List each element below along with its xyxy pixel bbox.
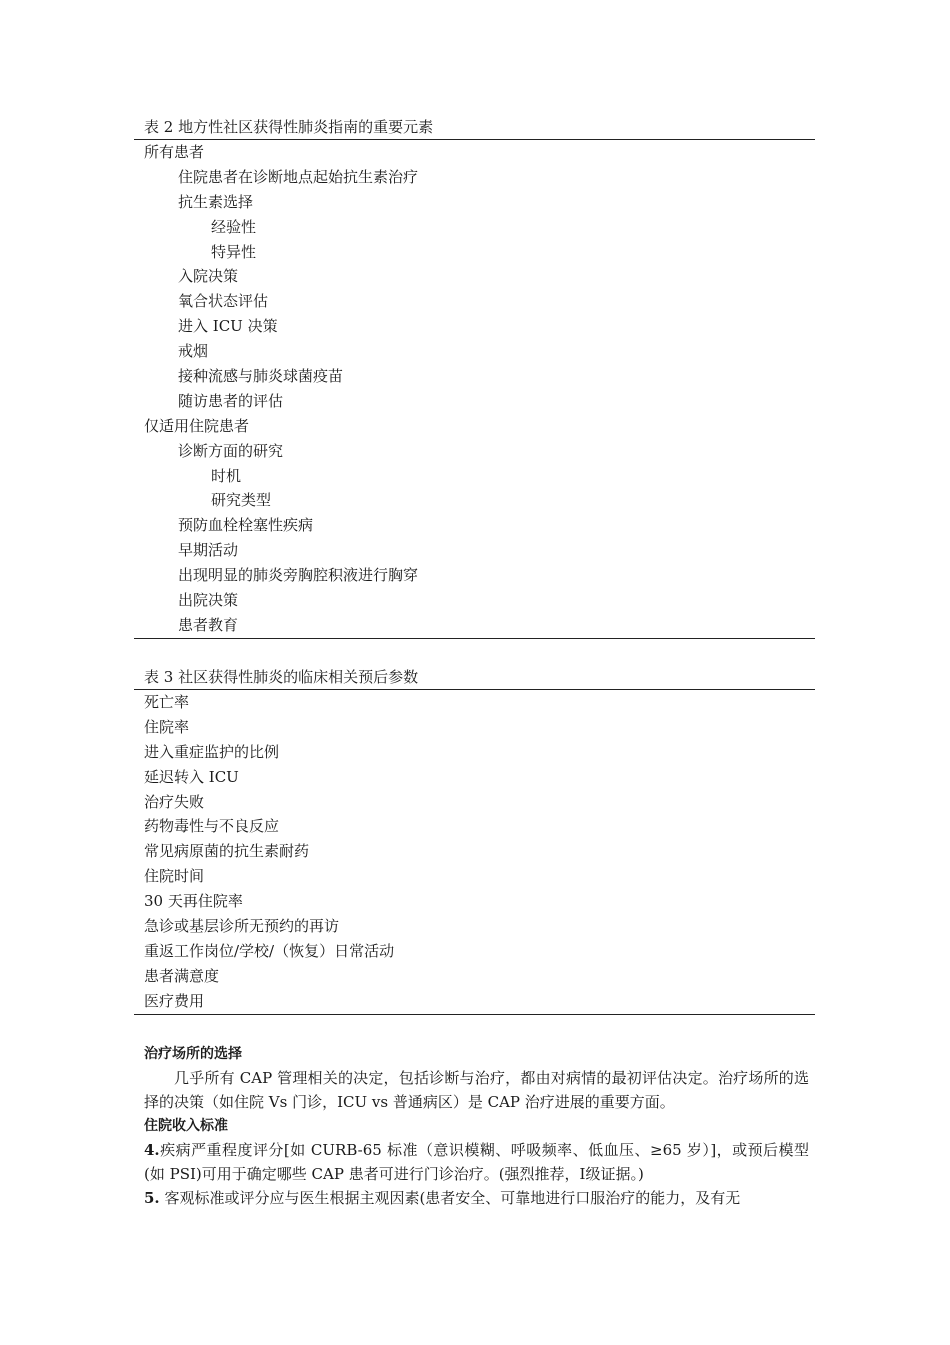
table-2-row: 所有患者 xyxy=(144,143,205,161)
treatment-site-paragraph: 几乎所有 CAP 管理相关的决定，包括诊断与治疗，都由对病情的最初评估决定。治疗场所的选择的决策（如住院 Vs 门诊，ICU vs 普通病区）是 CAP 治疗进展的重要方面。 xyxy=(144,1069,809,1111)
table-2-row: 氧合状态评估 xyxy=(178,292,269,311)
table-2-row: 住院患者在诊断地点起始抗生素治疗 xyxy=(178,167,419,186)
table-2-row: 研究类型 xyxy=(211,491,272,510)
section-heading-admission-criteria: 住院收入标准 xyxy=(144,1118,228,1134)
table-3-row: 患者满意度 xyxy=(144,966,220,985)
table-2-row: 预防血栓栓塞性疾病 xyxy=(178,516,314,535)
table-2-row: 入院决策 xyxy=(178,267,239,286)
table-3-row: 治疗失败 xyxy=(144,792,205,811)
table-2-row: 随访患者的评估 xyxy=(178,391,284,410)
recommendation-5-number: 5. xyxy=(144,1189,160,1207)
table-2 xyxy=(134,117,815,639)
body-text xyxy=(144,1042,809,1210)
table-3-row: 进入重症监护的比例 xyxy=(144,742,280,761)
table-2-row: 进入 ICU 决策 xyxy=(178,317,278,336)
table-2-row: 接种流感与肺炎球菌疫苗 xyxy=(178,367,344,386)
table-2-bottom-rule xyxy=(134,638,815,639)
table-3-row: 住院时间 xyxy=(144,867,205,886)
table-3-rows xyxy=(134,690,815,1014)
recommendation-4 xyxy=(144,1138,809,1186)
table-2-row: 经验性 xyxy=(211,217,257,236)
recommendation-4-number: 4. xyxy=(144,1141,160,1159)
table-2-row: 诊断方面的研究 xyxy=(178,441,284,460)
table-3-caption: 表 3 社区获得性肺炎的临床相关预后参数 xyxy=(144,668,419,686)
table-2-row: 特异性 xyxy=(211,242,257,261)
table-2-row: 早期活动 xyxy=(178,541,239,560)
table-3-row: 常见病原菌的抗生素耐药 xyxy=(144,842,310,861)
table-3-row: 死亡率 xyxy=(144,693,190,711)
table-2-row: 患者教育 xyxy=(178,615,239,634)
recommendation-4-text: 疾病严重程度评分[如 CURB-65 标准（意识模糊、呼吸频率、低血压、≥65 岁）]，或预后模型(如 PSI)可用于确定哪些 CAP 患者可进行门诊治疗。(强烈推荐，Ⅰ级证据。) xyxy=(144,1141,809,1183)
table-3-row: 30 天再住院率 xyxy=(144,892,243,911)
table-2-row: 出现明显的肺炎旁胸腔积液进行胸穿 xyxy=(178,566,419,585)
table-3-row: 重返工作岗位/学校/（恢复）日常活动 xyxy=(144,941,395,960)
table-2-row: 仅适用住院患者 xyxy=(144,416,250,435)
table-2-row: 时机 xyxy=(211,466,242,485)
section-heading-treatment-site: 治疗场所的选择 xyxy=(144,1046,242,1062)
recommendation-5-text: 客观标准或评分应与医生根据主观因素(患者安全、可靠地进行口服治疗的能力，及有无 xyxy=(159,1189,741,1207)
table-3-row: 延迟转入 ICU xyxy=(144,767,239,786)
table-2-rows xyxy=(134,140,815,638)
table-3-row: 急诊或基层诊所无预约的再访 xyxy=(144,917,340,936)
table-3 xyxy=(134,667,815,1015)
table-2-row: 出院决策 xyxy=(178,591,239,610)
table-3-row: 药物毒性与不良反应 xyxy=(144,817,280,836)
table-2-row: 戒烟 xyxy=(178,342,209,361)
table-3-row: 医疗费用 xyxy=(144,991,205,1010)
table-3-bottom-rule xyxy=(134,1014,815,1015)
table-3-row: 住院率 xyxy=(144,717,190,736)
recommendation-5 xyxy=(144,1186,809,1210)
table-2-caption: 表 2 地方性社区获得性肺炎指南的重要元素 xyxy=(144,118,434,136)
table-2-row: 抗生素选择 xyxy=(178,192,254,211)
